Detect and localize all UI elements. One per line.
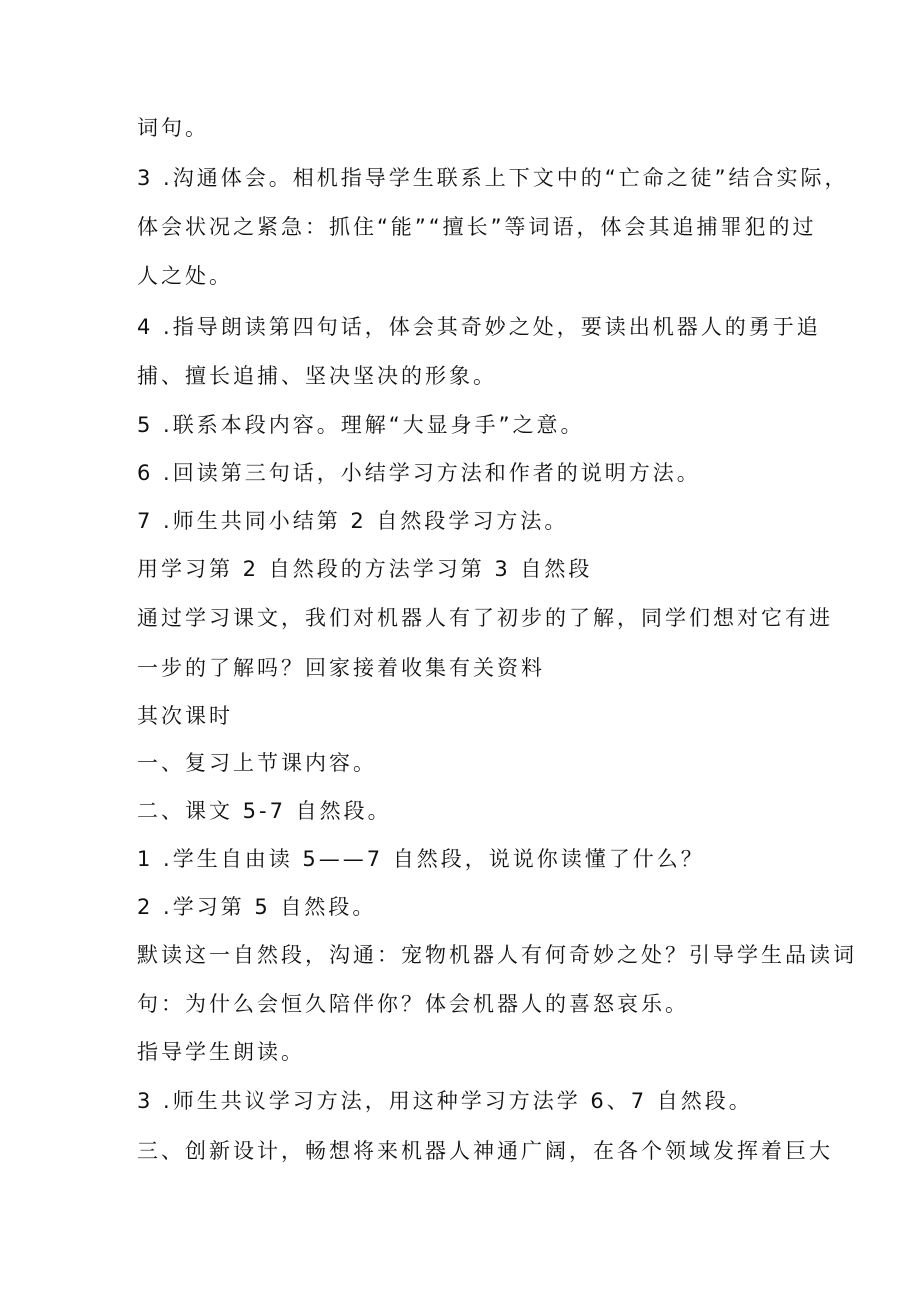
text-line: 2 .学习第 5 自然段。 [137,895,377,919]
text-line: 一步的了解吗？回家接着收集有关资料 [137,656,545,680]
text-line: 1 .学生自由读 5——7 自然段，说说你读懂了什么？ [137,847,705,871]
text-line: 句：为什么会恒久陪伴你？体会机器人的喜怒哀乐。 [137,992,689,1016]
text-line: 其次课时 [137,704,233,728]
text-line: 用学习第 2 自然段的方法学习第 3 自然段 [137,557,593,581]
text-line: 词句。 [137,116,209,140]
text-line: 捕、擅长追捕、坚决坚决的形象。 [137,364,497,388]
text-line: 二、课文 5-7 自然段。 [137,799,392,823]
text-line: 人之处。 [137,264,233,288]
text-line: 体会状况之紧急：抓住“能”“擅长”等词语，体会其追捕罪犯的过 [137,215,817,239]
text-line: 5 .联系本段内容。理解“大显身手”之意。 [137,413,585,437]
text-line: 3 .师生共议学习方法，用这种学习方法学 6、7 自然段。 [137,1089,753,1113]
text-line: 7 .师生共同小结第 2 自然段学习方法。 [137,509,569,533]
text-line: 指导学生朗读。 [137,1040,305,1064]
text-line: 默读这一自然段，沟通：宠物机器人有何奇妙之处？引导学生品读词 [137,943,857,967]
text-line: 3 .沟通体会。相机指导学生联系上下文中的“亡命之徒”结合实际， [137,166,849,190]
text-line: 通过学习课文，我们对机器人有了初步的了解，同学们想对它有进 [137,606,833,630]
text-line: 一、复习上节课内容。 [137,751,377,775]
text-line: 6 .回读第三句话，小结学习方法和作者的说明方法。 [137,461,701,485]
text-line: 三、创新设计，畅想将来机器人神通广阔，在各个领域发挥着巨大 [137,1139,833,1163]
text-line: 4 .指导朗读第四句话，体会其奇妙之处，要读出机器人的勇于追 [137,315,821,339]
